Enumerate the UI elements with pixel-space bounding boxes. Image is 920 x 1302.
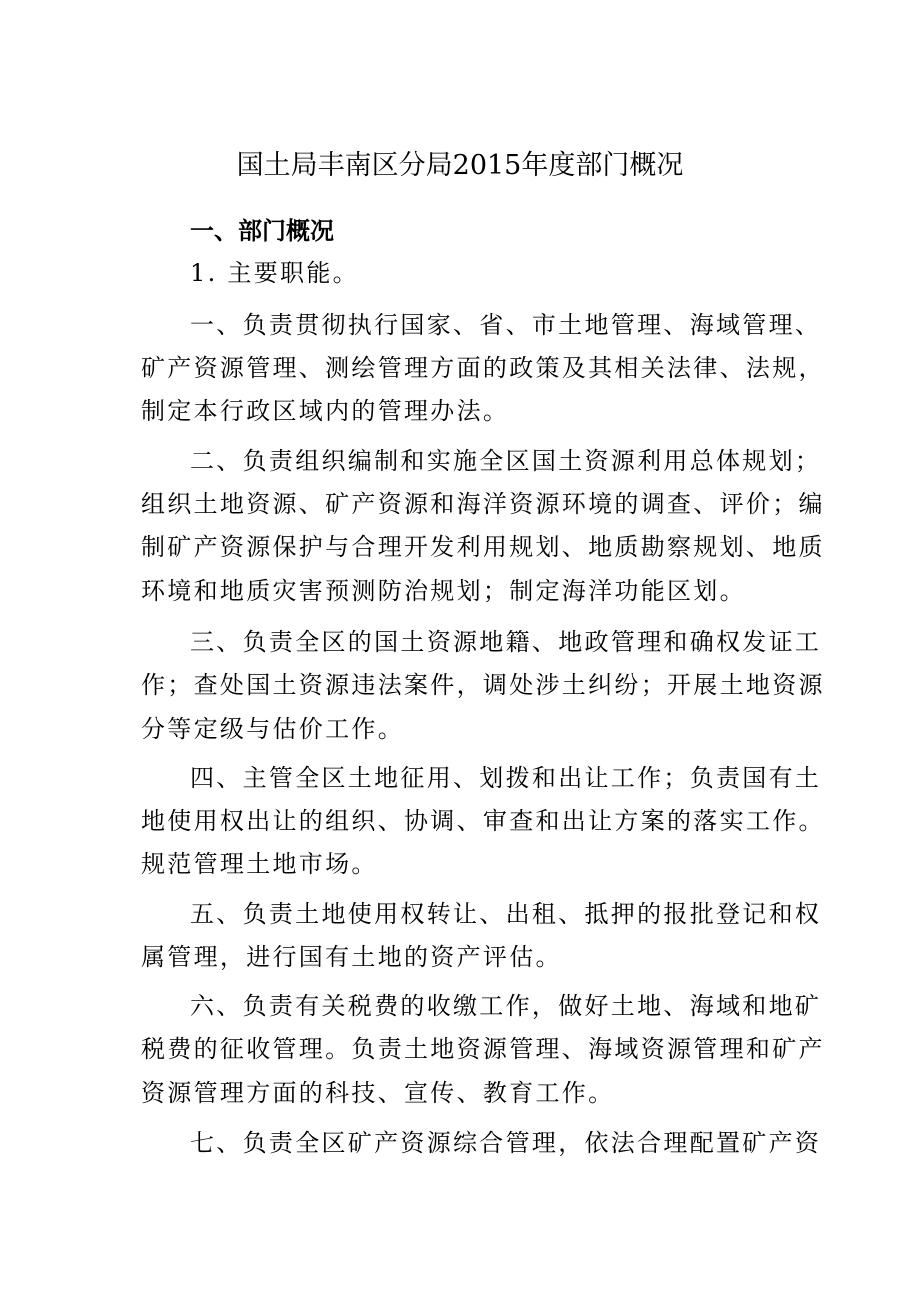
text-line-8: 三、负责全区的国土资源地籍、地政管理和确权发证工 (190, 628, 822, 656)
text-line-1: 一、负责贯彻执行国家、省、市土地管理、海域管理、 (190, 311, 822, 339)
text-line-17: 税费的征收管理。负责土地资源管理、海域资源管理和矿产 (141, 1035, 825, 1063)
text-line-15: 属管理，进行国有土地的资产评估。 (141, 943, 562, 971)
text-line-2: 矿产资源管理、测绘管理方面的政策及其相关法律、法规， (141, 354, 825, 382)
text-line-11: 四、主管全区土地征用、划拨和出让工作；负责国有土 (190, 764, 822, 792)
text-line-13: 规范管理土地市场。 (141, 850, 378, 878)
text-line-9: 作；查处国土资源违法案件，调处涉土纠纷；开展土地资源 (141, 671, 825, 699)
text-line-19: 七、负责全区矿产资源综合管理，依法合理配置矿产资 (190, 1129, 822, 1157)
text-line-4: 二、负责组织编制和实施全区国土资源利用总体规划； (190, 447, 822, 475)
text-line-3: 制定本行政区域内的管理办法。 (141, 397, 510, 425)
section-heading: 一、部门概况 (190, 217, 334, 245)
text-line-7: 环境和地质灾害预测防治规划；制定海洋功能区划。 (141, 577, 746, 605)
subheading: 1. 主要职能。 (190, 259, 359, 287)
text-line-12: 地使用权出让的组织、协调、审查和出让方案的落实工作。 (141, 807, 825, 835)
text-line-6: 制矿产资源保护与合理开发利用规划、地质勘察规划、地质 (141, 533, 825, 561)
text-line-5: 组织土地资源、矿产资源和海洋资源环境的调查、评价；编 (141, 490, 825, 518)
document-title: 国土局丰南区分局2015年度部门概况 (236, 150, 684, 181)
text-line-18: 资源管理方面的科技、宣传、教育工作。 (141, 1079, 615, 1107)
text-line-10: 分等定级与估价工作。 (141, 715, 404, 743)
text-line-14: 五、负责土地使用权转让、出租、抵押的报批登记和权 (190, 900, 822, 928)
text-line-16: 六、负责有关税费的收缴工作，做好土地、海域和地矿 (190, 992, 822, 1020)
